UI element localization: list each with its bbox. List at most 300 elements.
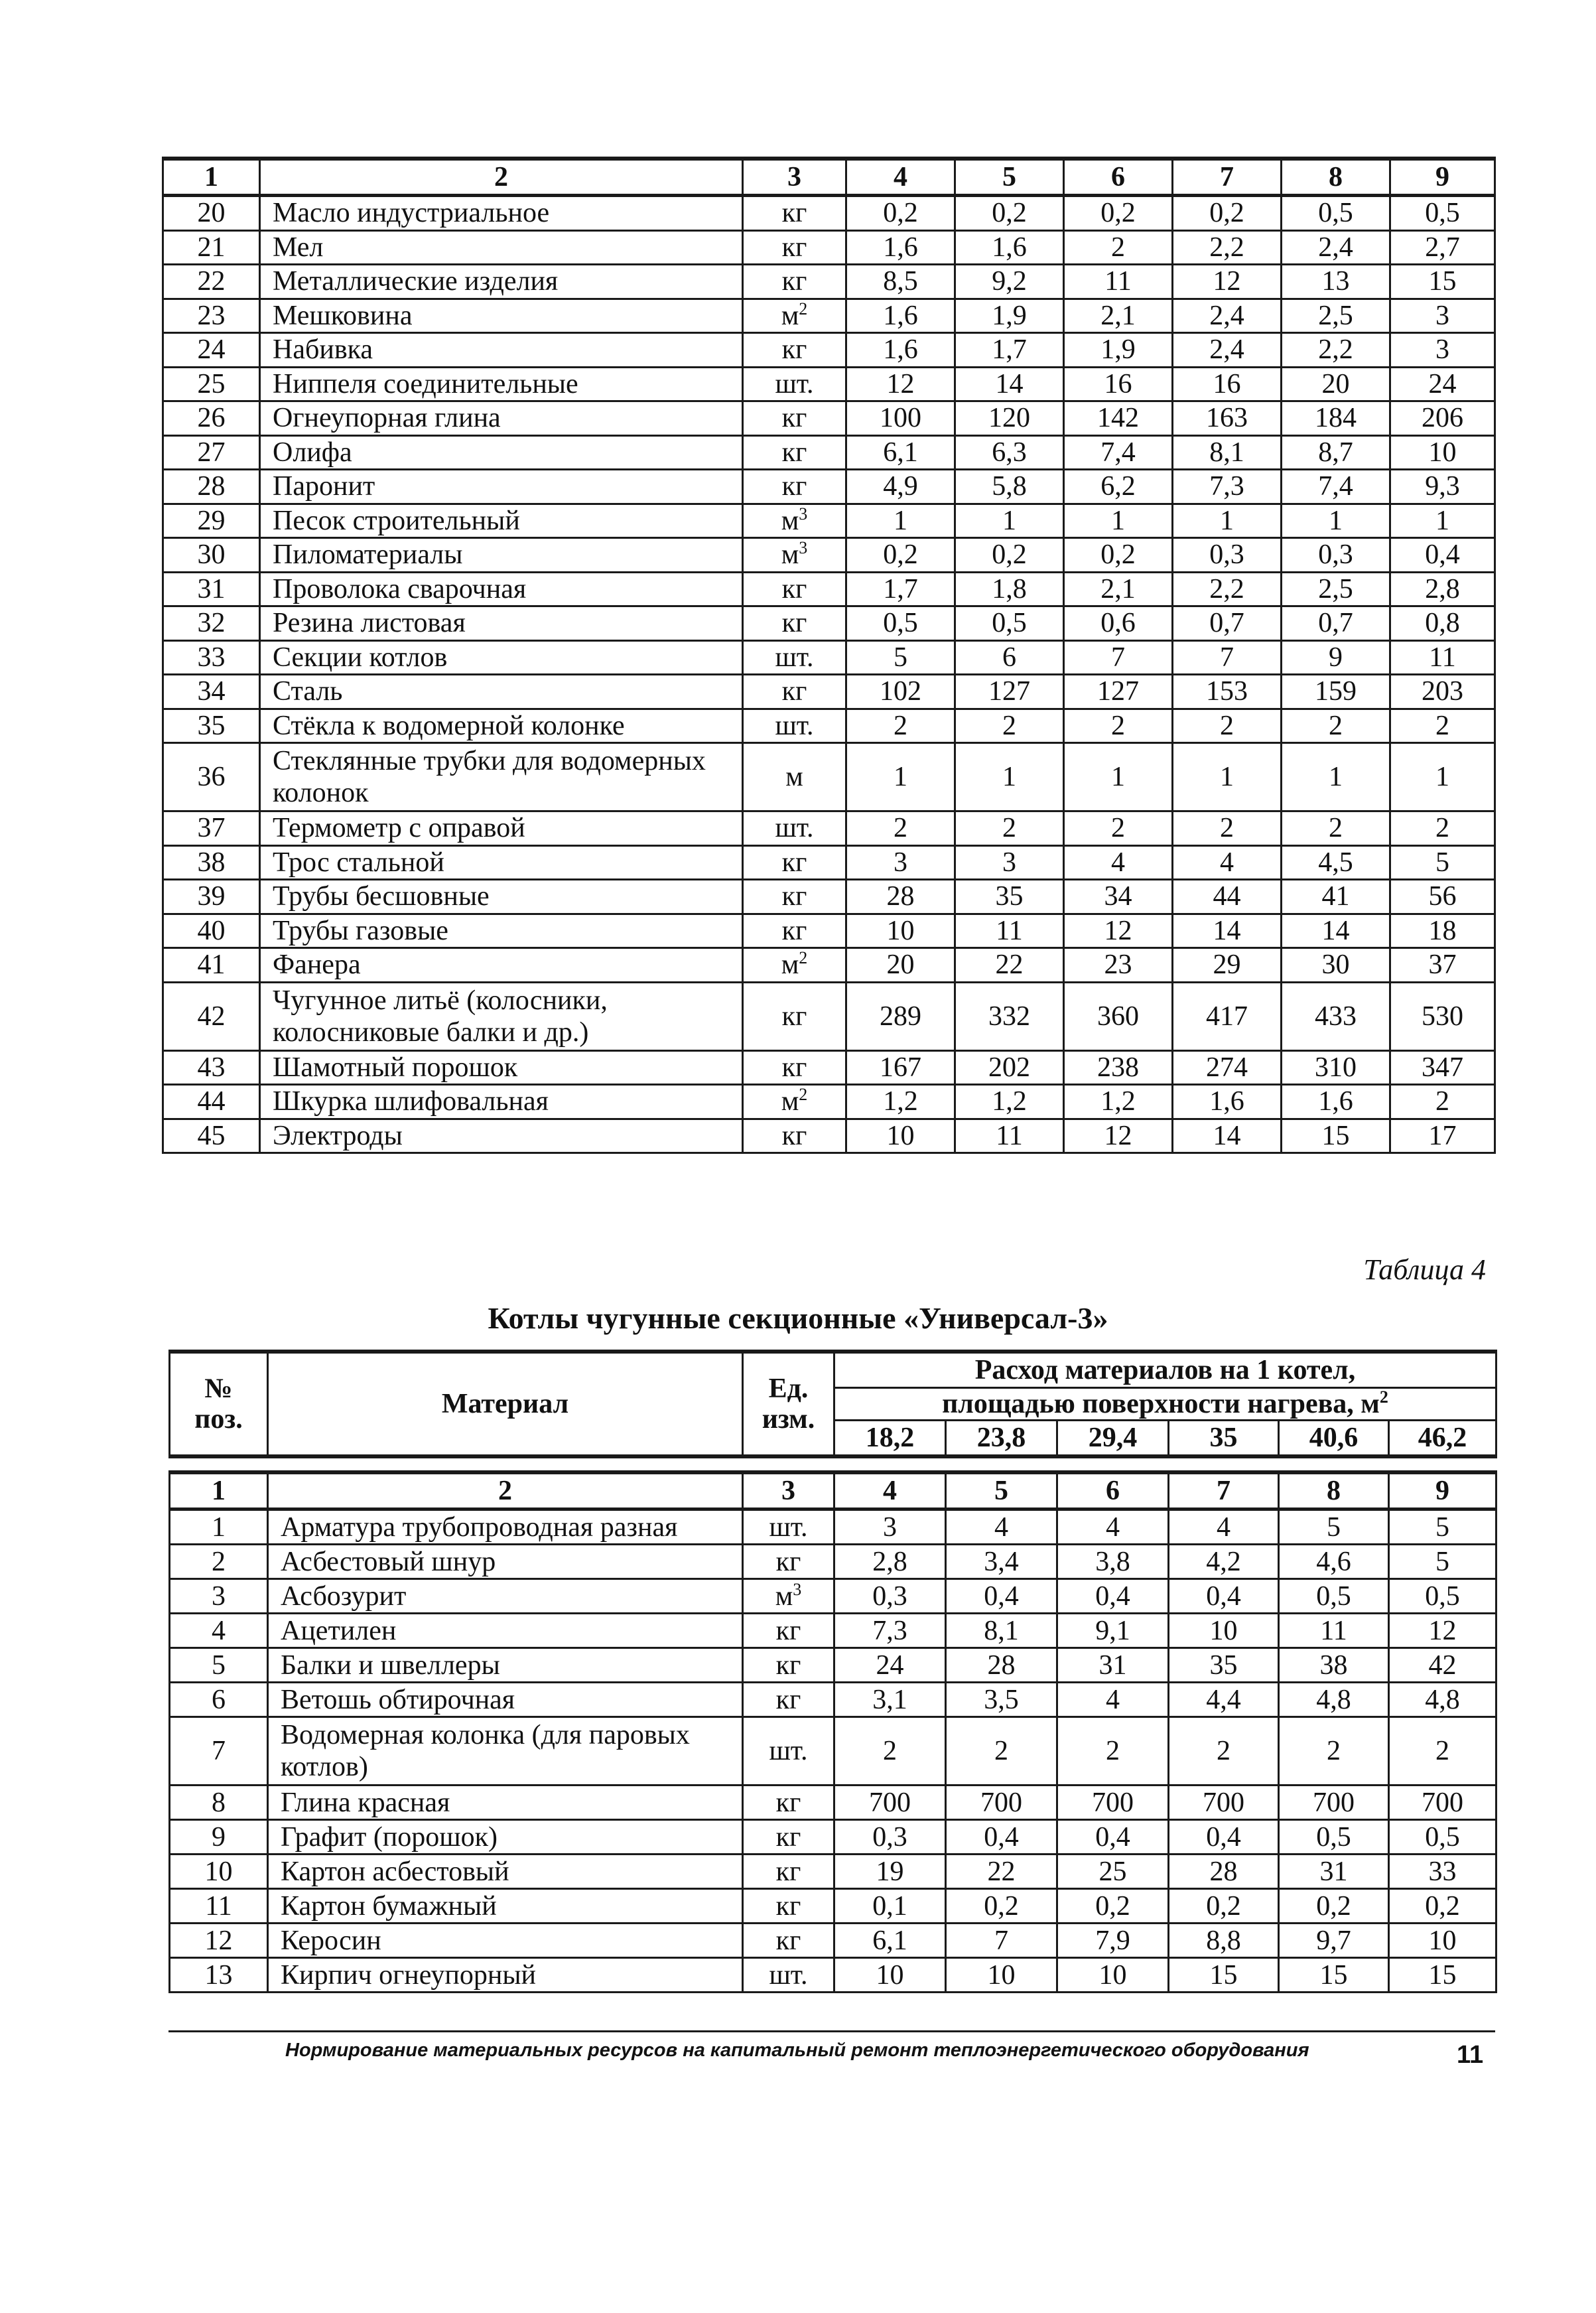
unit-text: м	[781, 539, 799, 571]
value-cell: 3,4	[946, 1545, 1057, 1579]
value-cell: 12	[1173, 265, 1282, 299]
table-row	[170, 1820, 1496, 1855]
unit-text: кг	[781, 232, 807, 263]
material-name: Огнеупорная глина	[260, 401, 743, 436]
area-value: 40,6	[1279, 1421, 1389, 1457]
value-cell: 417	[1173, 982, 1282, 1050]
material-name: Ацетилен	[268, 1614, 743, 1648]
row-number: 32	[163, 606, 260, 641]
row-number: 44	[163, 1085, 260, 1119]
value-cell: 0,2	[946, 1889, 1057, 1924]
value-cell: 8,5	[846, 265, 955, 299]
value-cell: 0,3	[1173, 538, 1282, 573]
unit-text: кг	[781, 1001, 807, 1032]
material-name: Металлические изделия	[260, 265, 743, 299]
material-name: Трубы газовые	[260, 914, 743, 948]
value-cell: 6,1	[834, 1924, 946, 1958]
unit-cell	[743, 265, 846, 299]
unit-cell	[743, 1579, 834, 1614]
value-cell: 347	[1390, 1050, 1495, 1085]
value-cell: 1	[846, 743, 955, 811]
value-cell: 1,9	[1064, 333, 1173, 368]
value-cell: 3	[846, 845, 955, 880]
value-cell: 12	[1064, 1119, 1173, 1153]
table-row	[163, 367, 1495, 401]
value-cell: 360	[1064, 982, 1173, 1050]
value-cell: 15	[1169, 1958, 1279, 1993]
value-cell: 3	[834, 1509, 946, 1545]
table-row	[163, 948, 1495, 983]
value-cell: 15	[1282, 1119, 1390, 1153]
value-cell: 102	[846, 675, 955, 709]
unit-text: кг	[781, 403, 807, 434]
value-cell: 4	[1169, 1509, 1279, 1545]
table-row	[163, 1085, 1495, 1119]
value-cell: 0,5	[1389, 1579, 1496, 1614]
material-name: Асбестовый шнур	[268, 1545, 743, 1579]
value-cell: 2,4	[1173, 333, 1282, 368]
value-cell: 35	[1169, 1648, 1279, 1683]
area-value: 46,2	[1389, 1421, 1496, 1457]
material-name: Шамотный порошок	[260, 1050, 743, 1085]
column-number: 8	[1282, 159, 1390, 196]
value-cell: 2	[1173, 811, 1282, 846]
value-cell: 142	[1064, 401, 1173, 436]
value-cell: 184	[1282, 401, 1390, 436]
unit-superscript: 2	[799, 1085, 808, 1105]
area-value: 29,4	[1057, 1421, 1169, 1457]
table-row	[163, 811, 1495, 846]
table-row	[163, 196, 1495, 231]
value-cell: 2	[1064, 230, 1173, 265]
row-number: 42	[163, 982, 260, 1050]
value-cell: 2	[1282, 811, 1390, 846]
value-cell: 2	[1057, 1717, 1169, 1786]
value-cell: 2	[946, 1717, 1057, 1786]
material-name: Арматура трубопроводная разная	[268, 1509, 743, 1545]
value-cell: 2	[1173, 709, 1282, 743]
row-number: 8	[170, 1786, 268, 1820]
column-number: 6	[1064, 159, 1173, 196]
value-cell: 1,6	[1282, 1085, 1390, 1119]
value-cell: 6,1	[846, 435, 955, 470]
value-cell: 310	[1282, 1050, 1390, 1085]
value-cell: 6,3	[955, 435, 1064, 470]
value-cell: 1	[1282, 504, 1390, 538]
unit-superscript: 3	[799, 538, 808, 558]
row-number: 5	[170, 1648, 268, 1683]
table-row	[163, 435, 1495, 470]
value-cell: 1,7	[955, 333, 1064, 368]
boiler-table-header	[168, 1350, 1497, 1458]
value-cell: 23	[1064, 948, 1173, 983]
value-cell: 163	[1173, 401, 1282, 436]
value-cell: 4,4	[1169, 1683, 1279, 1717]
unit-cell	[743, 1786, 834, 1820]
value-cell: 0,5	[1390, 196, 1495, 231]
value-cell: 0,2	[955, 196, 1064, 231]
value-cell: 0,2	[1064, 196, 1173, 231]
value-cell: 206	[1390, 401, 1495, 436]
value-cell: 0,2	[1279, 1889, 1389, 1924]
value-cell: 3,8	[1057, 1545, 1169, 1579]
value-cell: 2,2	[1282, 333, 1390, 368]
value-cell: 5,8	[955, 470, 1064, 504]
material-name: Резина листовая	[260, 606, 743, 641]
material-name: Стеклянные трубки для водомерных колонок	[260, 743, 743, 811]
unit-cell	[743, 401, 846, 436]
value-cell: 2	[1064, 709, 1173, 743]
value-cell: 5	[1389, 1509, 1496, 1545]
column-number: 5	[955, 159, 1064, 196]
value-cell: 7,3	[1173, 470, 1282, 504]
value-cell: 0,4	[946, 1820, 1057, 1855]
unit-text: кг	[775, 1821, 801, 1853]
value-cell: 2,4	[1282, 230, 1390, 265]
page-number: 11	[1457, 2041, 1484, 2069]
value-cell: 0,2	[1389, 1889, 1496, 1924]
unit-cell	[743, 1509, 834, 1545]
column-number: 6	[1057, 1472, 1169, 1509]
material-name: Водомерная колонка (для паровых котлов)	[268, 1717, 743, 1786]
value-cell: 2	[1390, 709, 1495, 743]
row-number: 29	[163, 504, 260, 538]
row-number: 11	[170, 1889, 268, 1924]
value-cell: 1	[1064, 743, 1173, 811]
row-number: 36	[163, 743, 260, 811]
column-number: 5	[946, 1472, 1057, 1509]
value-cell: 5	[1279, 1509, 1389, 1545]
unit-cell	[743, 435, 846, 470]
value-cell: 4,9	[846, 470, 955, 504]
unit-cell	[743, 948, 846, 983]
value-cell: 11	[955, 1119, 1064, 1153]
unit-text: кг	[775, 1546, 801, 1577]
value-cell: 11	[1279, 1614, 1389, 1648]
value-cell: 8,1	[946, 1614, 1057, 1648]
value-cell: 2,5	[1282, 572, 1390, 606]
unit-text: м	[781, 505, 799, 536]
table-row	[170, 1614, 1496, 1648]
header-row-1	[170, 1352, 1496, 1388]
value-cell: 153	[1173, 675, 1282, 709]
value-cell: 15	[1389, 1958, 1496, 1993]
area-value: 23,8	[946, 1421, 1057, 1457]
unit-text: м	[775, 1580, 793, 1612]
table-row	[170, 1648, 1496, 1683]
material-name: Фанера	[260, 948, 743, 983]
value-cell: 2	[1279, 1717, 1389, 1786]
value-cell: 289	[846, 982, 955, 1050]
value-cell: 0,4	[1169, 1579, 1279, 1614]
table-row	[170, 1924, 1496, 1958]
table-row	[170, 1579, 1496, 1614]
table-row	[163, 709, 1495, 743]
value-cell: 0,5	[955, 606, 1064, 641]
value-cell: 8,7	[1282, 435, 1390, 470]
value-cell: 0,2	[955, 538, 1064, 573]
row-number: 4	[170, 1614, 268, 1648]
row-number: 28	[163, 470, 260, 504]
table-row	[163, 606, 1495, 641]
consumption-header-sup: 2	[1379, 1387, 1388, 1407]
table-row	[163, 470, 1495, 504]
value-cell: 0,2	[846, 196, 955, 231]
unit-cell	[743, 1924, 834, 1958]
unit-header-line2: изм.	[762, 1404, 815, 1435]
value-cell: 0,4	[1390, 538, 1495, 573]
value-cell: 1	[1390, 504, 1495, 538]
unit-cell	[743, 196, 846, 231]
value-cell: 0,5	[846, 606, 955, 641]
value-cell: 0,4	[1057, 1579, 1169, 1614]
material-name: Чугунное литьё (колосники, колосниковые балки и др.)	[260, 982, 743, 1050]
material-name: Кирпич огнеупорный	[268, 1958, 743, 1993]
value-cell: 2,2	[1173, 572, 1282, 606]
value-cell: 25	[1057, 1855, 1169, 1889]
value-cell: 10	[946, 1958, 1057, 1993]
material-name: Олифа	[260, 435, 743, 470]
value-cell: 3	[955, 845, 1064, 880]
value-cell: 0,2	[1064, 538, 1173, 573]
value-cell: 0,6	[1064, 606, 1173, 641]
value-cell: 28	[946, 1648, 1057, 1683]
value-cell: 4	[946, 1509, 1057, 1545]
table-row	[163, 265, 1495, 299]
value-cell: 41	[1282, 880, 1390, 914]
value-cell: 10	[834, 1958, 946, 1993]
unit-text: кг	[775, 1649, 801, 1681]
row-number: 10	[170, 1855, 268, 1889]
value-cell: 7,4	[1282, 470, 1390, 504]
value-cell: 530	[1390, 982, 1495, 1050]
value-cell: 13	[1282, 265, 1390, 299]
value-cell: 159	[1282, 675, 1390, 709]
unit-text: кг	[775, 1890, 801, 1922]
value-cell: 37	[1390, 948, 1495, 983]
value-cell: 3,1	[834, 1683, 946, 1717]
position-header-line2: поз.	[194, 1404, 243, 1435]
value-cell: 0,5	[1279, 1579, 1389, 1614]
unit-cell	[743, 333, 846, 368]
row-number: 33	[163, 640, 260, 675]
value-cell: 0,5	[1282, 196, 1390, 231]
unit-cell	[743, 880, 846, 914]
value-cell: 10	[1389, 1924, 1496, 1958]
value-cell: 2	[1064, 811, 1173, 846]
position-header-line1: №	[204, 1373, 233, 1404]
value-cell: 700	[946, 1786, 1057, 1820]
value-cell: 10	[846, 914, 955, 948]
row-number: 9	[170, 1820, 268, 1855]
value-cell: 1	[1173, 504, 1282, 538]
column-number: 3	[743, 1472, 834, 1509]
value-cell: 12	[1389, 1614, 1496, 1648]
value-cell: 31	[1279, 1855, 1389, 1889]
value-cell: 4,8	[1279, 1683, 1389, 1717]
table-row	[170, 1717, 1496, 1786]
value-cell: 28	[1169, 1855, 1279, 1889]
table-row	[163, 572, 1495, 606]
unit-text: кг	[781, 334, 807, 366]
unit-cell	[743, 1889, 834, 1924]
column-number: 3	[743, 159, 846, 196]
table-row	[163, 743, 1495, 811]
value-cell: 1,6	[846, 333, 955, 368]
unit-cell	[743, 1119, 846, 1153]
value-cell: 100	[846, 401, 955, 436]
value-cell: 4	[1064, 845, 1173, 880]
value-cell: 31	[1057, 1648, 1169, 1683]
value-cell: 1,2	[846, 1085, 955, 1119]
value-cell: 7,9	[1057, 1924, 1169, 1958]
value-cell: 35	[955, 880, 1064, 914]
unit-text: кг	[775, 1787, 801, 1818]
value-cell: 1,9	[955, 299, 1064, 333]
footer-divider	[168, 2030, 1495, 2032]
material-name: Электроды	[260, 1119, 743, 1153]
value-cell: 1,6	[846, 299, 955, 333]
unit-cell	[743, 230, 846, 265]
row-number: 38	[163, 845, 260, 880]
table-row	[170, 1786, 1496, 1820]
column-number: 7	[1169, 1472, 1279, 1509]
value-cell: 1,2	[955, 1085, 1064, 1119]
value-cell: 4	[1057, 1683, 1169, 1717]
unit-cell	[743, 572, 846, 606]
table-row	[170, 1889, 1496, 1924]
row-number: 7	[170, 1717, 268, 1786]
value-cell: 700	[1279, 1786, 1389, 1820]
unit-text: кг	[781, 608, 807, 639]
unit-text: шт.	[775, 642, 814, 673]
material-name: Картон асбестовый	[268, 1855, 743, 1889]
row-number: 30	[163, 538, 260, 573]
column-number: 1	[170, 1472, 268, 1509]
column-number: 1	[163, 159, 260, 196]
unit-cell	[743, 538, 846, 573]
value-cell: 5	[1389, 1545, 1496, 1579]
unit-header	[743, 1352, 834, 1456]
area-value: 35	[1169, 1421, 1279, 1457]
value-cell: 9,2	[955, 265, 1064, 299]
value-cell: 4	[1173, 845, 1282, 880]
unit-superscript: 2	[799, 299, 808, 318]
value-cell: 2	[955, 709, 1064, 743]
material-name: Глина красная	[268, 1786, 743, 1820]
value-cell: 700	[1169, 1786, 1279, 1820]
value-cell: 15	[1390, 265, 1495, 299]
unit-text: шт.	[769, 1511, 808, 1543]
value-cell: 2,1	[1064, 572, 1173, 606]
value-cell: 4,2	[1169, 1545, 1279, 1579]
value-cell: 2,8	[834, 1545, 946, 1579]
value-cell: 1	[1282, 743, 1390, 811]
value-cell: 1,7	[846, 572, 955, 606]
table-row	[170, 1545, 1496, 1579]
consumption-header-line1: Расход материалов на 1 котел,	[834, 1352, 1496, 1388]
value-cell: 3	[1390, 299, 1495, 333]
value-cell: 14	[955, 367, 1064, 401]
value-cell: 0,4	[1169, 1820, 1279, 1855]
value-cell: 0,7	[1282, 606, 1390, 641]
value-cell: 33	[1389, 1855, 1496, 1889]
unit-text: кг	[775, 1856, 801, 1887]
value-cell: 700	[834, 1786, 946, 1820]
table-row	[170, 1683, 1496, 1717]
value-cell: 1	[846, 504, 955, 538]
value-cell: 7,3	[834, 1614, 946, 1648]
value-cell: 2	[846, 811, 955, 846]
material-name: Паронит	[260, 470, 743, 504]
row-number: 24	[163, 333, 260, 368]
unit-text: кг	[781, 915, 807, 946]
value-cell: 5	[846, 640, 955, 675]
value-cell: 202	[955, 1050, 1064, 1085]
value-cell: 167	[846, 1050, 955, 1085]
value-cell: 29	[1173, 948, 1282, 983]
unit-cell	[743, 1648, 834, 1683]
material-name: Асбозурит	[268, 1579, 743, 1614]
value-cell: 0,4	[1057, 1820, 1169, 1855]
value-cell: 0,2	[1169, 1889, 1279, 1924]
unit-text: кг	[781, 266, 807, 297]
value-cell: 433	[1282, 982, 1390, 1050]
value-cell: 2	[1282, 709, 1390, 743]
value-cell: 42	[1389, 1648, 1496, 1683]
unit-header-line1: Ед.	[768, 1373, 809, 1404]
value-cell: 11	[955, 914, 1064, 948]
row-number: 20	[163, 196, 260, 231]
unit-cell	[743, 1683, 834, 1717]
value-cell: 0,5	[1389, 1820, 1496, 1855]
value-cell: 17	[1390, 1119, 1495, 1153]
material-name: Пиломатериалы	[260, 538, 743, 573]
value-cell: 24	[834, 1648, 946, 1683]
material-name: Мел	[260, 230, 743, 265]
unit-cell	[743, 1958, 834, 1993]
unit-cell	[743, 606, 846, 641]
column-number-row	[163, 159, 1495, 196]
material-name: Трубы бесшовные	[260, 880, 743, 914]
material-name: Проволока сварочная	[260, 572, 743, 606]
material-name: Картон бумажный	[268, 1889, 743, 1924]
table-row	[163, 333, 1495, 368]
material-name: Ветошь обтирочная	[268, 1683, 743, 1717]
value-cell: 10	[846, 1119, 955, 1153]
consumption-header-text: площадью поверхности нагрева, м	[942, 1389, 1380, 1419]
value-cell: 2,2	[1173, 230, 1282, 265]
table-row	[163, 504, 1495, 538]
unit-superscript: 2	[799, 948, 808, 968]
unit-text: кг	[781, 1120, 807, 1151]
value-cell: 8,1	[1173, 435, 1282, 470]
value-cell: 6,2	[1064, 470, 1173, 504]
value-cell: 2,4	[1173, 299, 1282, 333]
value-cell: 9	[1282, 640, 1390, 675]
row-number: 37	[163, 811, 260, 846]
value-cell: 22	[955, 948, 1064, 983]
row-number: 41	[163, 948, 260, 983]
value-cell: 3,5	[946, 1683, 1057, 1717]
material-name: Ниппеля соединительные	[260, 367, 743, 401]
value-cell: 1	[1064, 504, 1173, 538]
unit-text: кг	[781, 573, 807, 604]
unit-cell	[743, 811, 846, 846]
value-cell: 4,5	[1282, 845, 1390, 880]
value-cell: 2,8	[1390, 572, 1495, 606]
value-cell: 20	[846, 948, 955, 983]
